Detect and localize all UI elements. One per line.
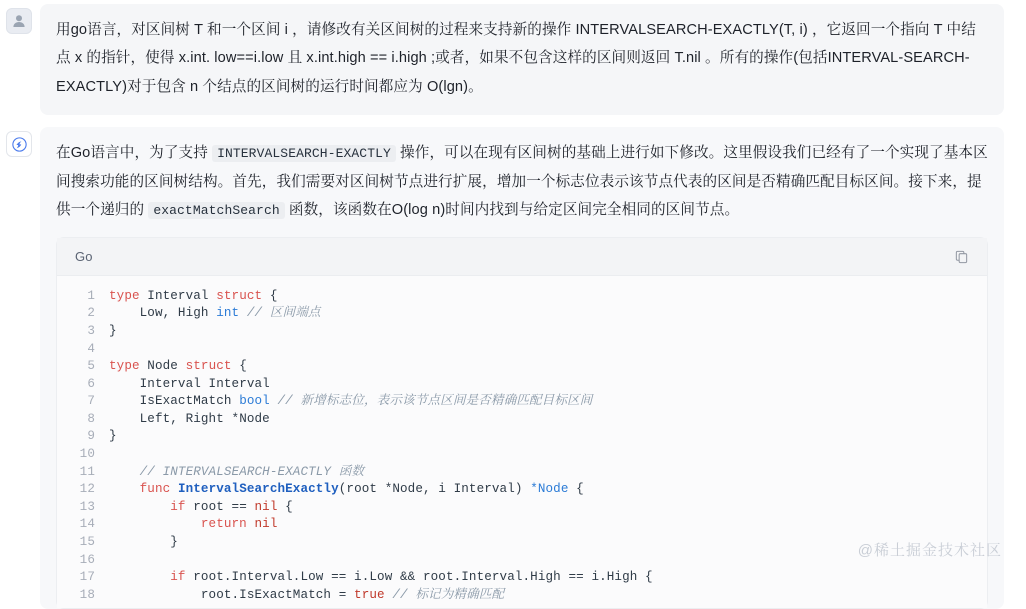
code-line-number: 13 <box>79 499 95 514</box>
code-line <box>57 393 987 411</box>
assistant-message-bubble <box>40 127 1004 609</box>
code-line-content: // INTERVALSEARCH-EXACTLY 函数 <box>139 464 365 479</box>
code-line-content <box>109 552 987 570</box>
code-line-content: Interval Interval <box>139 376 270 391</box>
code-line-content: } <box>170 535 178 550</box>
code-language-label: Go <box>75 248 93 264</box>
assistant-text-part-1: 在Go语言中，为了支持 <box>56 145 213 162</box>
code-line-content: func IntervalSearchExactly(root *Node, i Interval) *Node { <box>139 482 584 497</box>
code-line-content: Low, High int // 区间端点 <box>139 306 321 321</box>
code-line-number: 18 <box>79 587 95 602</box>
code-line <box>57 464 987 482</box>
code-line-number: 15 <box>79 535 95 550</box>
assistant-avatar-icon <box>6 131 32 157</box>
code-line-number: 6 <box>87 376 95 391</box>
user-message-text: 用go语言，对区间树 T 和一个区间 i ，请修改有关区间树的过程来支持新的操作 INTERVALSEARCH-EXACTLY(T, i) ，它返回一个指向 T 中结点 x 的指针，使得 x.int. low==i.low 且 x.int.high == i.high ;或者，如果不包含这样的区间则返回 T.nil 。所有的操作(包括INTERVAL-SEARCH-EXACTLY)对于包含 n 个结点的区间树的运行时间都应为 O(lgn)。 <box>56 22 976 95</box>
code-block <box>56 237 988 609</box>
code-line-content: type Node struct { <box>109 359 247 374</box>
code-line-content: if root == nil { <box>170 499 293 514</box>
user-message-row <box>0 0 1026 115</box>
code-line <box>57 428 987 446</box>
code-line-number: 9 <box>87 429 95 444</box>
code-line-number: 2 <box>87 306 95 321</box>
code-line-content: } <box>109 429 117 444</box>
code-line-number: 4 <box>87 341 95 356</box>
code-line <box>57 516 987 534</box>
code-line <box>57 358 987 376</box>
assistant-text-part-3: 函数，该函数在O(log n)时间内找到与给定区间完全相同的区间节点。 <box>284 202 740 219</box>
code-line-number: 11 <box>79 464 95 479</box>
code-line <box>57 341 987 359</box>
code-line <box>57 481 987 499</box>
code-line <box>57 288 987 306</box>
code-line <box>57 569 987 587</box>
code-line-content: root.IsExactMatch = true // 标记为精确匹配 <box>200 587 505 602</box>
assistant-message-row <box>0 127 1026 609</box>
code-line <box>57 446 987 464</box>
code-line <box>57 534 987 552</box>
code-line-content: return nil <box>200 517 278 532</box>
code-line-content: type Interval struct { <box>109 288 278 303</box>
code-line <box>57 376 987 394</box>
inline-code-exact-match-search: exactMatchSearch <box>148 202 284 219</box>
assistant-text-part-2: 操作，可以在现有区间树的基础上进行如下修改。这里假设我们已经有了一个实现了基本区间搜索功能的区间树结构。首先，我们需要对区间树节点进行扩展，增加一个标志位表示该节点代表的区间是否精确匹配目标区间。接下来，提供一个递归的 <box>56 145 988 219</box>
code-line-number: 8 <box>87 411 95 426</box>
code-line-content: } <box>109 323 117 338</box>
code-line-number: 1 <box>87 288 95 303</box>
user-avatar-icon <box>6 8 32 34</box>
code-line-number: 16 <box>79 552 95 567</box>
code-line-content: Left, Right *Node <box>139 411 270 426</box>
code-line-number: 7 <box>87 394 95 409</box>
code-line <box>57 323 987 341</box>
code-line-content <box>109 446 987 464</box>
code-line-number: 10 <box>79 447 95 462</box>
code-line-number: 14 <box>79 517 95 532</box>
inline-code-interval-search-exactly: INTERVALSEARCH-EXACTLY <box>212 145 396 162</box>
code-block-body[interactable] <box>57 276 987 609</box>
watermark: @稀土掘金技术社区 <box>857 542 1002 559</box>
code-line-content: if root.Interval.Low == i.Low && root.Interval.High == i.High { <box>170 570 653 585</box>
copy-icon[interactable] <box>951 246 971 266</box>
code-line <box>57 587 987 605</box>
code-line <box>57 411 987 429</box>
code-line-number: 3 <box>87 323 95 338</box>
code-line-number: 12 <box>79 482 95 497</box>
code-block-header <box>57 238 987 276</box>
code-line-number: 17 <box>79 570 95 585</box>
assistant-paragraph <box>56 139 988 224</box>
code-line-content: IsExactMatch bool // 新增标志位，表示该节点区间是否精确匹配目标区间 <box>139 394 593 409</box>
code-line <box>57 499 987 517</box>
code-line <box>57 552 987 570</box>
code-line-number: 5 <box>87 359 95 374</box>
code-line-content <box>109 341 987 359</box>
code-line <box>57 305 987 323</box>
user-message-bubble <box>40 4 1004 115</box>
